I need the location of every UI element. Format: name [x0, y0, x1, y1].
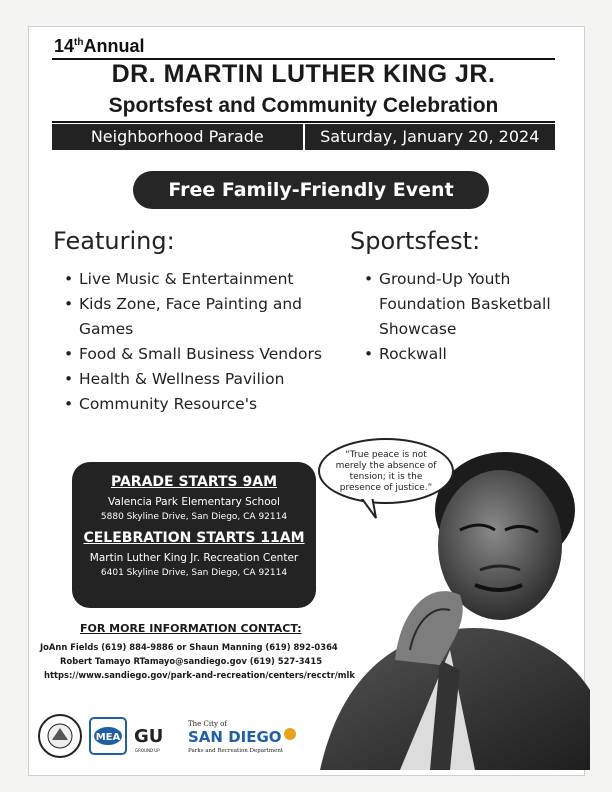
contact-line-1: JoAnn Fields (619) 884-9886 or Shaun Manning (619) 892-0364 [40, 642, 338, 652]
event-date: Saturday, January 20, 2024 [320, 127, 540, 146]
contact-website-link[interactable]: https://www.sandiego.gov/park-and-recreation/centers/recctr/mlk [44, 670, 355, 680]
quote-text: “True peace is not merely the absence of tension; it is the presence of justice.” [335, 450, 437, 493]
city-dept-text: Parks and Recreation Department [188, 748, 284, 754]
celebration-location: Martin Luther King Jr. Recreation Center [89, 552, 299, 564]
list-item: • Ground-Up Youth Foundation Basketball Showcase [364, 267, 574, 342]
celebration-heading: CELEBRATION STARTS 11AM [83, 530, 305, 546]
groundup-logo-small: GROUND UP [135, 748, 160, 753]
bubble-tail [356, 496, 380, 520]
sportsfest-heading: Sportsfest: [350, 227, 481, 255]
schedule-box [72, 462, 316, 608]
mea-logo-text: MEA [95, 732, 121, 743]
parade-location: Valencia Park Elementary School [108, 496, 280, 508]
list-item: • Food & Small Business Vendors [64, 342, 334, 367]
info-bar [52, 124, 555, 150]
city-name-text: SAN DIEGO [188, 728, 282, 746]
city-small-text: The City of [188, 720, 227, 728]
featuring-list [64, 267, 334, 417]
divider-mid [52, 121, 555, 123]
groundup-logo-text: GU [134, 726, 164, 747]
event-subtitle: Sportsfest and Community Celebration [108, 94, 499, 117]
groundup-logo [134, 726, 163, 753]
sponsor-logos [38, 712, 298, 760]
parade-label: Neighborhood Parade [90, 127, 264, 146]
list-item: • Health & Wellness Pavilion [64, 367, 334, 392]
list-item: • Rockwall [364, 342, 574, 367]
list-item: • Live Music & Entertainment [64, 267, 334, 292]
mea-logo [90, 718, 126, 754]
parade-heading: PARADE STARTS 9AM [110, 474, 278, 490]
parade-address: 5880 Skyline Drive, San Diego, CA 92114 [100, 512, 288, 522]
city-sd-logo [188, 720, 296, 754]
event-title: DR. MARTIN LUTHER KING JR. [111, 60, 496, 88]
contact-line-2: Robert Tamayo RTamayo@sandiego.gov (619) 527-3415 [60, 656, 323, 666]
celebration-address: 6401 Skyline Drive, San Diego, CA 92114 [100, 568, 288, 578]
list-item: • Kids Zone, Face Painting and Games [64, 292, 334, 342]
parks-foundation-logo [39, 715, 81, 757]
featuring-heading: Featuring: [53, 227, 175, 255]
quote-bubble [318, 438, 454, 504]
contact-heading: FOR MORE INFORMATION CONTACT: [80, 622, 302, 635]
list-item: • Community Resource's [64, 392, 334, 417]
sportsfest-list [364, 267, 574, 367]
free-event-banner: Free Family-Friendly Event [133, 171, 489, 209]
annual-label: 14thAnnual [54, 36, 145, 56]
